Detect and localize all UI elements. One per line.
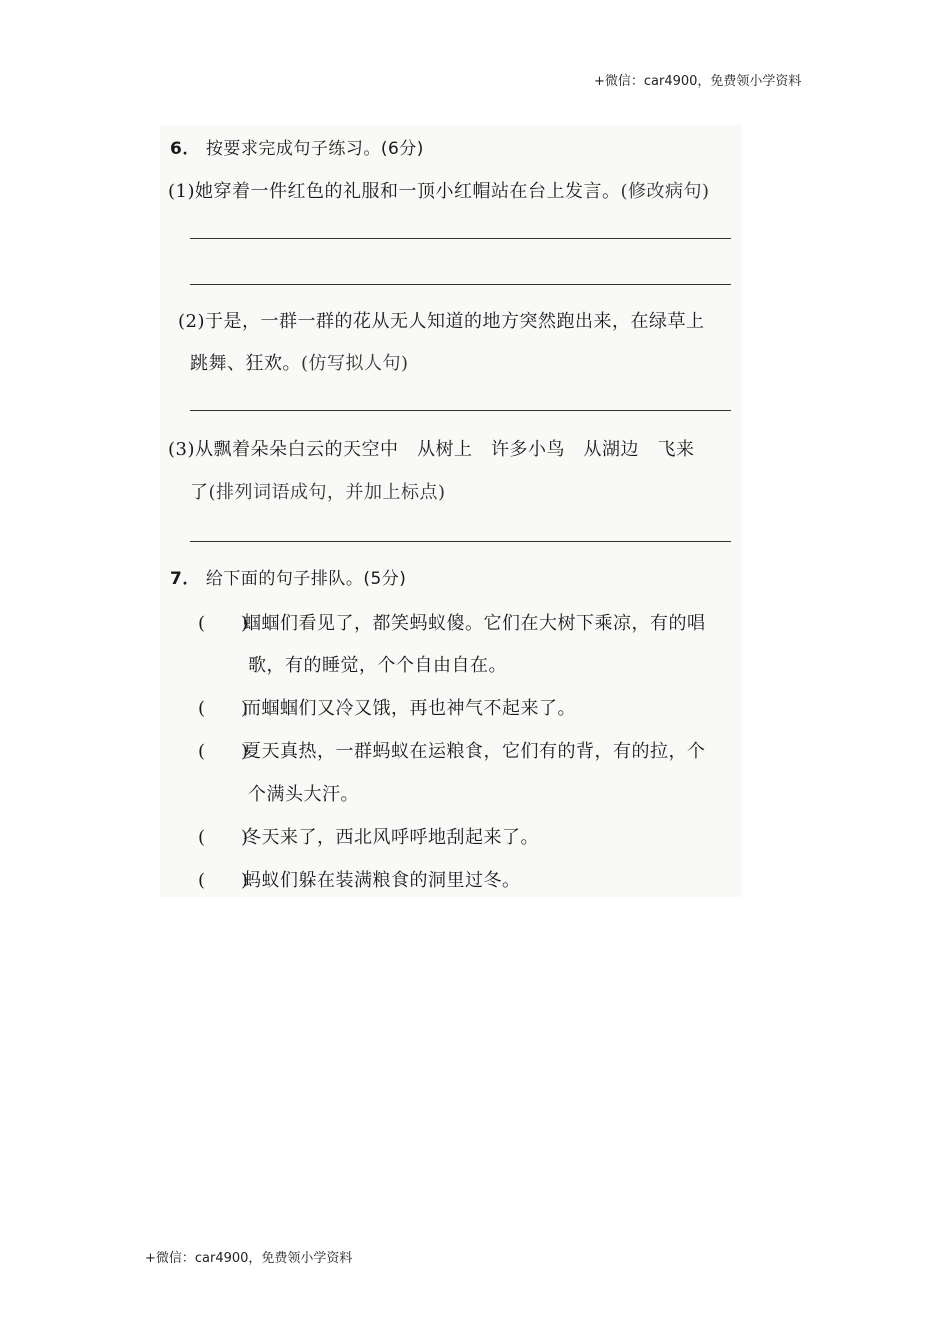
watermark-top: +微信：car4900，免费领小学资料 bbox=[594, 74, 802, 89]
q6-part-3-line2 bbox=[190, 478, 446, 504]
q6-part-2-line1: (2)于是，一群一群的花从无人知道的地方突然跑出来，在绿草上 bbox=[178, 311, 705, 332]
q6-part-1-text: (1)她穿着一件红色的礼服和一顶小红帽站在台上发言。 bbox=[168, 181, 621, 202]
q7-item-1-line2: 歌，有的睡觉，个个自由自在。 bbox=[248, 655, 507, 676]
q6-part-2-instruction: (仿写拟人句) bbox=[301, 353, 409, 374]
answer-line[interactable] bbox=[190, 410, 731, 411]
q6-part-1 bbox=[168, 177, 710, 203]
watermark-bottom: +微信：car4900，免费领小学资料 bbox=[145, 1251, 353, 1266]
q7-item-1-line1: 蝈蝈们看见了，都笑蚂蚁傻。它们在大树下乘凉，有的唱 bbox=[243, 613, 706, 634]
q6-part-3-text: 了 bbox=[190, 482, 209, 503]
q7-item-2-line1: 而蝈蝈们又冷又饿，再也神气不起来了。 bbox=[243, 698, 576, 719]
q7-item-3-line1: 夏天真热，一群蚂蚁在运粮食，它们有的背，有的拉，个 bbox=[243, 741, 706, 762]
q6-part-2-text: 跳舞、狂欢。 bbox=[190, 353, 301, 374]
q6-part-1-instruction: (修改病句) bbox=[620, 181, 710, 202]
answer-line[interactable] bbox=[190, 238, 731, 239]
q7-item-4-line1: 冬天来了，西北风呼呼地刮起来了。 bbox=[243, 827, 539, 848]
q7-item-5-line1: 蚂蚁们躲在装满粮食的洞里过冬。 bbox=[243, 870, 521, 891]
order-input-1[interactable]: ( ) bbox=[198, 613, 249, 634]
order-input-2[interactable]: ( ) bbox=[198, 698, 249, 719]
order-input-4[interactable]: ( ) bbox=[198, 827, 249, 848]
question-title: 按要求完成句子练习。(6分) bbox=[205, 139, 424, 159]
order-input-3[interactable]: ( ) bbox=[198, 741, 249, 762]
answer-line[interactable] bbox=[190, 541, 731, 542]
question-number: 6． bbox=[170, 139, 200, 159]
q6-part-3-line1: (3)从飘着朵朵白云的天空中 从树上 许多小鸟 从湖边 飞来 bbox=[168, 439, 695, 460]
q6-part-3-instruction: (排列词语成句，并加上标点) bbox=[208, 482, 446, 503]
q6-part-2-line2 bbox=[190, 349, 409, 375]
question-title: 给下面的句子排队。(5分) bbox=[205, 569, 407, 589]
q7-item-3-line2: 个满头大汗。 bbox=[248, 784, 359, 805]
question-7-heading bbox=[170, 564, 406, 589]
question-6-heading bbox=[170, 134, 424, 159]
order-input-5[interactable]: ( ) bbox=[198, 870, 249, 891]
answer-line[interactable] bbox=[190, 284, 731, 285]
question-number: 7． bbox=[170, 569, 200, 589]
